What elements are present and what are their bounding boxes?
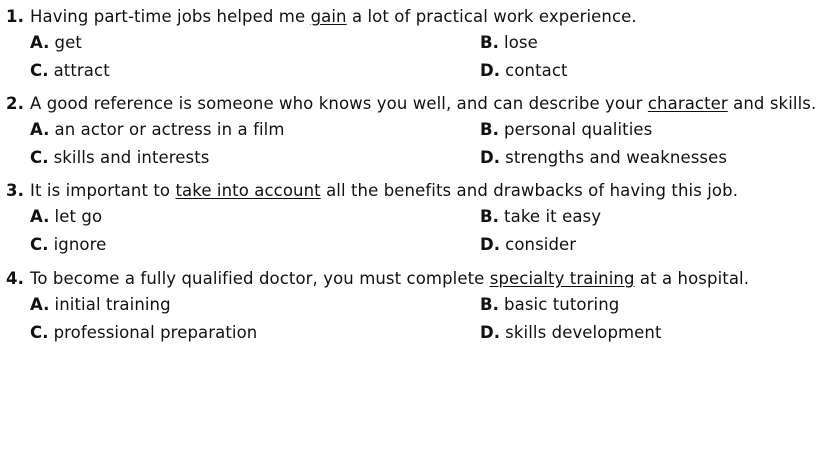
question-4: [0, 268, 832, 346]
question-2-option-a-text: an actor or actress in a film: [54, 120, 285, 140]
question-1-option-a[interactable]: [30, 29, 476, 56]
question-1-stem-after: a lot of practical work experience.: [346, 7, 637, 26]
question-4-option-b-label: B.: [480, 295, 500, 315]
question-1-option-d[interactable]: [476, 57, 818, 84]
question-3-option-d[interactable]: [476, 231, 818, 258]
question-3-options: [30, 203, 818, 258]
question-1-keyword: gain: [310, 7, 347, 26]
question-4-option-b-text: basic tutoring: [504, 295, 620, 315]
question-1-option-c-text: attract: [53, 60, 110, 80]
question-3-option-c[interactable]: [30, 231, 476, 258]
question-3-option-a-label: A.: [30, 207, 50, 227]
question-2-option-c-label: C.: [30, 147, 49, 167]
question-2-text: [30, 93, 818, 114]
question-4-text: [30, 268, 818, 289]
question-2-number: 2.: [6, 93, 24, 113]
question-3-option-a[interactable]: [30, 203, 476, 230]
question-3-number: 3.: [6, 180, 24, 200]
question-1-stem-before: Having part-time jobs helped me: [30, 7, 311, 26]
question-4-option-c-text: professional preparation: [53, 322, 258, 342]
question-1-option-b[interactable]: [476, 29, 818, 56]
question-1-option-b-label: B.: [480, 33, 500, 53]
question-4-keyword: specialty training: [489, 268, 635, 288]
question-1-option-b-text: lose: [504, 33, 538, 53]
question-2-option-d-label: D.: [480, 147, 501, 167]
question-4-option-d-text: skills development: [505, 322, 662, 342]
question-3: [0, 180, 832, 258]
question-3-option-c-label: C.: [30, 234, 49, 254]
question-3-option-d-text: consider: [505, 234, 577, 254]
question-2-stem: [0, 93, 818, 114]
question-4-stem-after: at a hospital.: [634, 268, 750, 288]
question-3-option-a-text: let go: [54, 207, 103, 227]
worksheet-page: [0, 6, 832, 458]
question-3-option-b[interactable]: [476, 203, 818, 230]
question-1-options: [30, 29, 818, 84]
question-1-number: 1.: [6, 7, 24, 26]
question-3-option-b-text: take it easy: [504, 207, 602, 227]
question-4-stem-before: To become a fully qualified doctor, you must complete: [30, 268, 490, 288]
question-4-option-c[interactable]: [30, 319, 476, 346]
question-1-option-d-text: contact: [505, 60, 568, 80]
question-3-keyword: take into account: [175, 180, 321, 200]
question-4-options: [30, 291, 818, 346]
question-1-option-d-label: D.: [480, 60, 501, 80]
question-2-option-a-label: A.: [30, 120, 50, 140]
question-3-option-c-text: ignore: [53, 234, 107, 254]
question-4-option-a-label: A.: [30, 295, 50, 315]
question-4-option-a-text: initial training: [54, 295, 171, 315]
question-2-keyword: character: [647, 93, 728, 113]
question-2: [0, 93, 832, 171]
question-2-option-b-text: personal qualities: [504, 120, 653, 140]
question-4-option-b[interactable]: [476, 291, 818, 318]
question-4-option-a[interactable]: [30, 291, 476, 318]
question-4-option-c-label: C.: [30, 322, 49, 342]
question-4-option-d[interactable]: [476, 319, 818, 346]
question-2-option-c-text: skills and interests: [53, 147, 210, 167]
question-3-stem-after: all the benefits and drawbacks of having this job.: [320, 180, 739, 200]
question-2-options: [30, 116, 818, 171]
question-2-option-b[interactable]: [476, 116, 818, 143]
question-1-option-c-label: C.: [30, 60, 49, 80]
question-1-text: [30, 6, 818, 27]
question-1-option-c[interactable]: [30, 57, 476, 84]
question-1-option-a-label: A.: [30, 33, 50, 53]
question-3-stem-before: It is important to: [30, 180, 176, 200]
question-2-option-d[interactable]: [476, 144, 818, 171]
question-2-stem-after: and skills.: [727, 93, 817, 113]
question-3-text: [30, 180, 818, 201]
question-1: [0, 6, 832, 84]
question-4-stem: [0, 268, 818, 289]
question-3-option-b-label: B.: [480, 207, 500, 227]
question-4-number: 4.: [6, 268, 24, 288]
question-1-option-a-text: get: [54, 33, 82, 53]
question-1-stem: [0, 6, 818, 27]
question-3-stem: [0, 180, 818, 201]
question-2-option-c[interactable]: [30, 144, 476, 171]
question-2-option-a[interactable]: [30, 116, 476, 143]
question-2-stem-before: A good reference is someone who knows you well, and can describe your: [30, 93, 648, 113]
question-2-option-b-label: B.: [480, 120, 500, 140]
question-2-option-d-text: strengths and weaknesses: [505, 147, 728, 167]
question-3-option-d-label: D.: [480, 234, 501, 254]
question-4-option-d-label: D.: [480, 322, 501, 342]
